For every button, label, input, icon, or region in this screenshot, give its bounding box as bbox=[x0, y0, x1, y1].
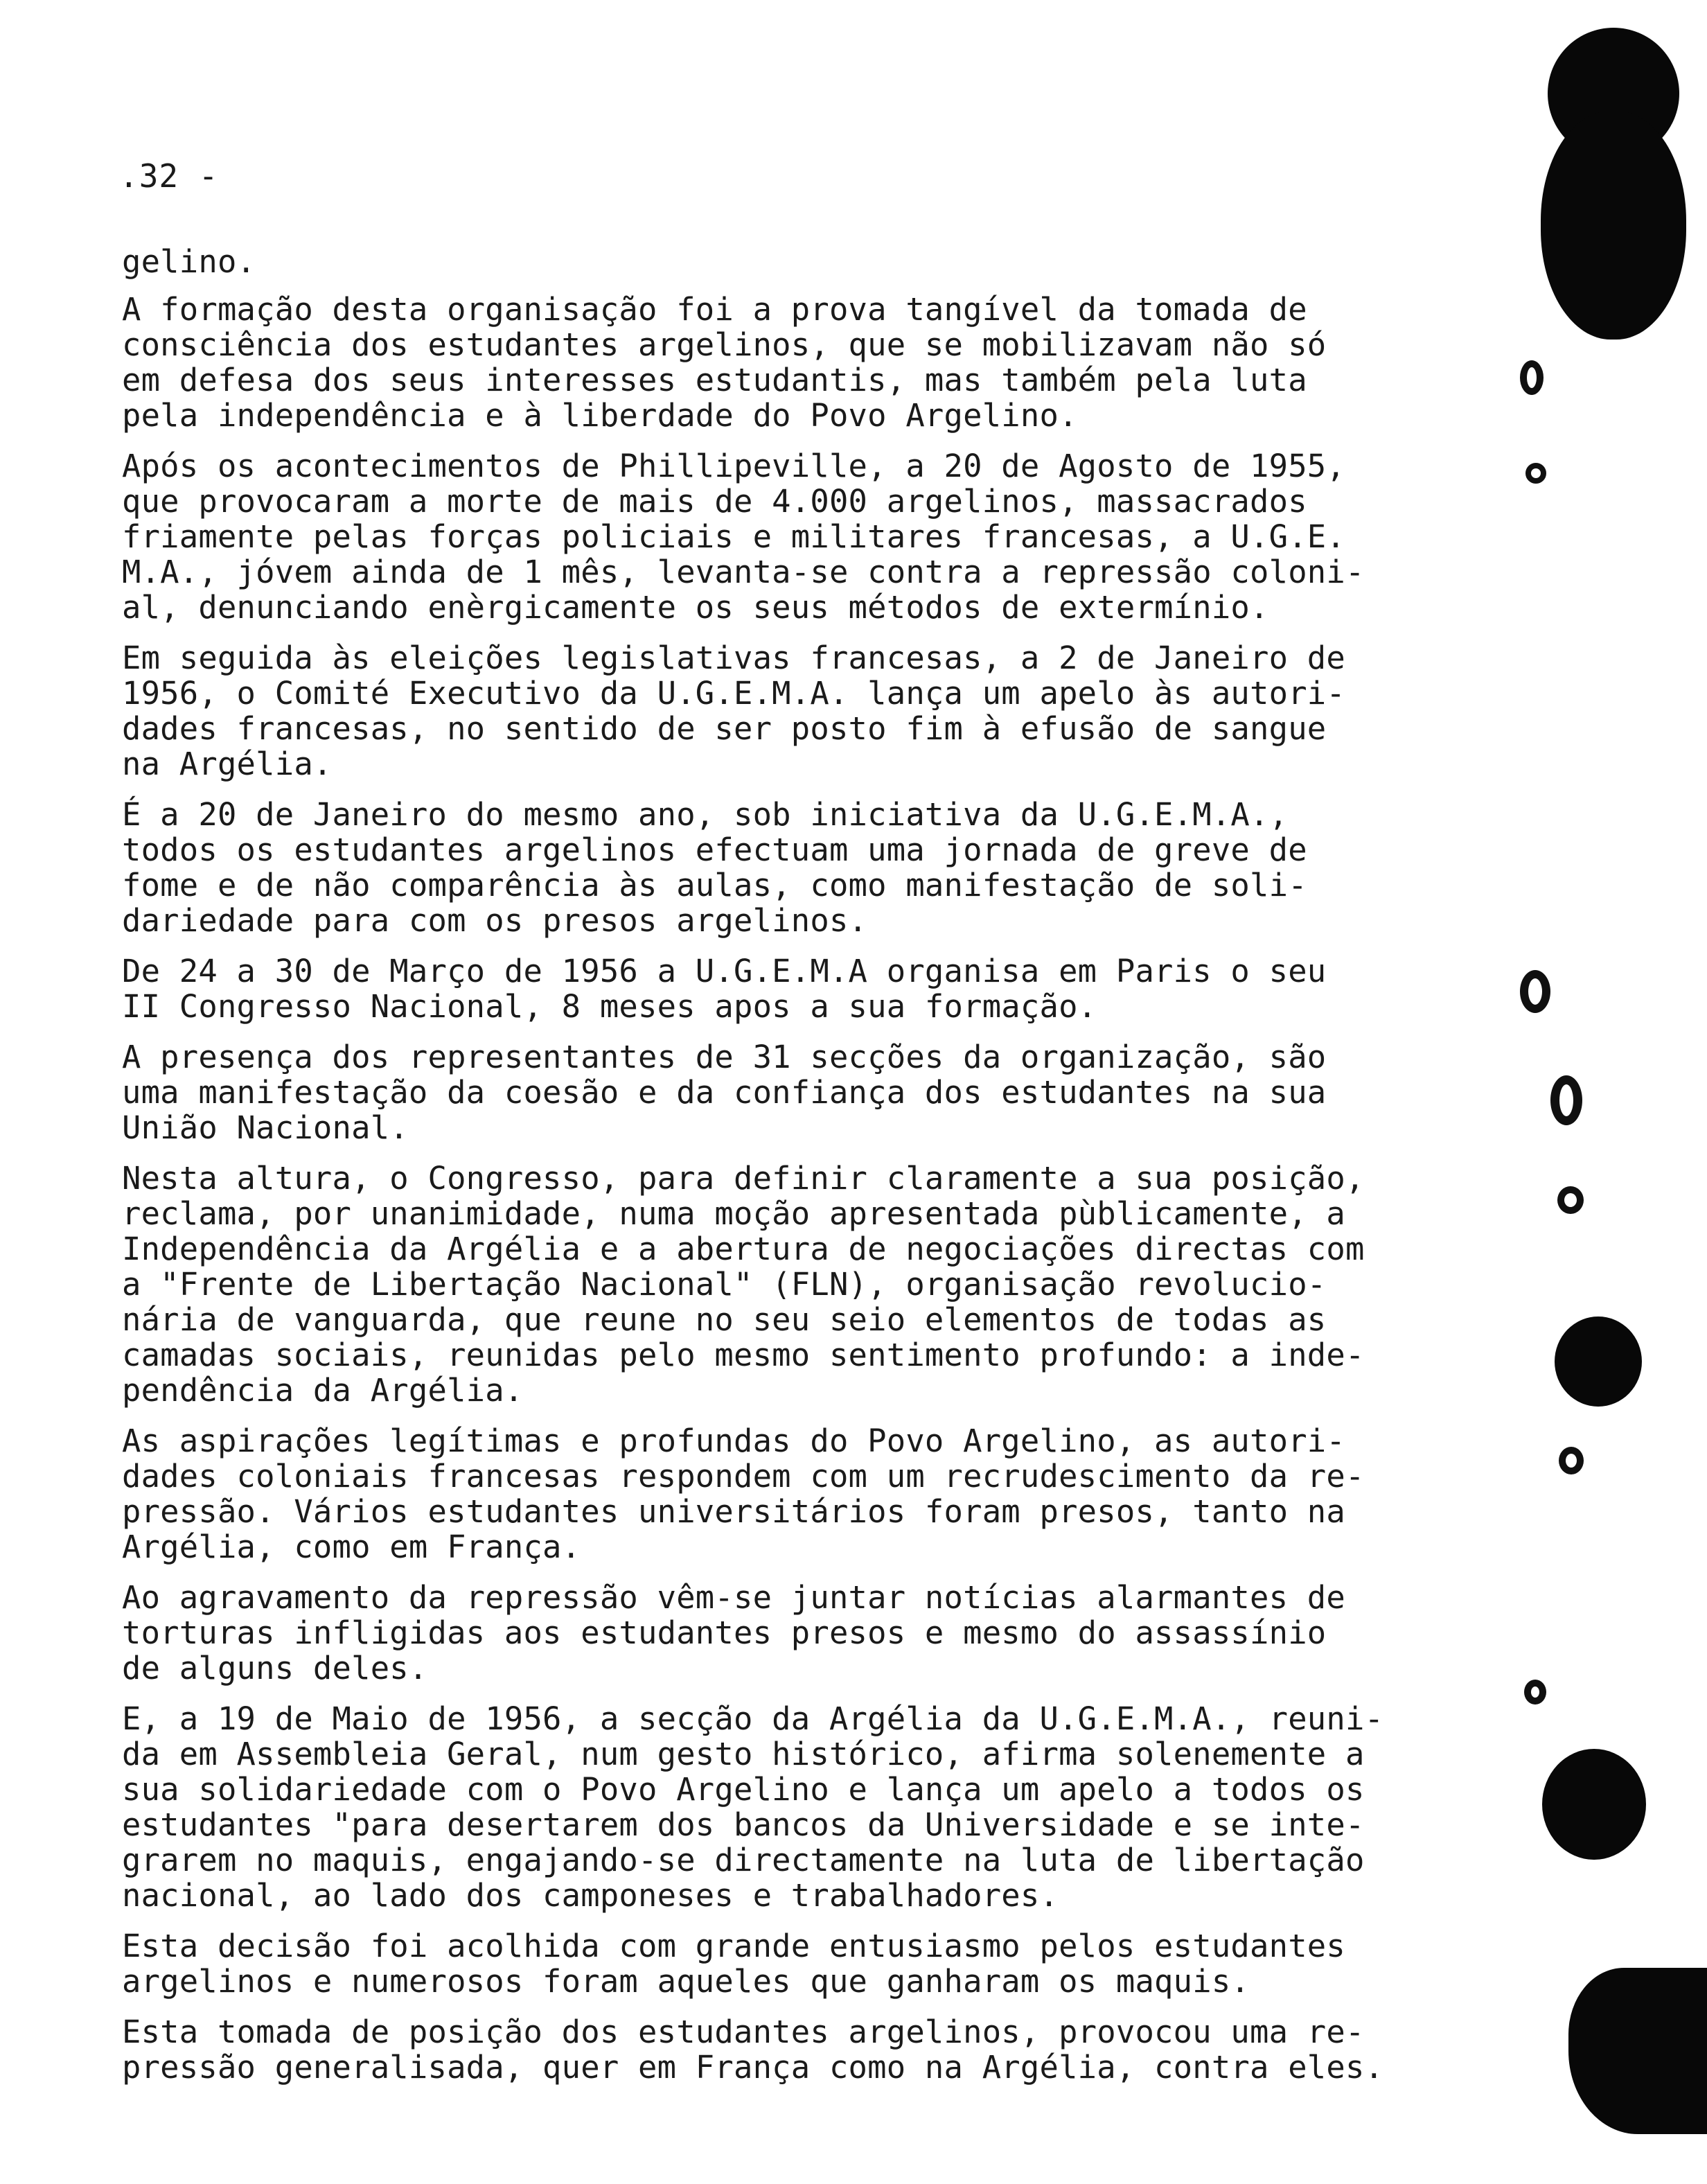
binder-hole bbox=[1559, 1447, 1584, 1474]
paragraph: Nesta altura, o Congresso, para definir claramente a sua posição, reclama, por unanimidade, numa moção apresentada pùblicamente, a Independência da Argélia e a abertura de negociações directas com a "Frente de Libertação Nacional" (FLN), organisação revolucio- nária de vanguarda, que reune no seu seio elementos de todas as camadas sociais, reunidas pelo mesmo sentimento profundo: a inde- pendência da Argélia. bbox=[122, 1160, 1365, 1409]
paragraph: É a 20 de Janeiro do mesmo ano, sob iniciativa da U.G.E.M.A., todos os estudantes argelinos efectuam uma jornada de greve de fome e de não comparência às aulas, como manifestação de soli- dariedade para com os presos argelinos. bbox=[122, 796, 1307, 939]
paragraph: A presença dos representantes de 31 secções da organização, são uma manifestação da coesão e da confiança dos estudantes na sua União Nacional. bbox=[122, 1039, 1327, 1146]
binder-hole bbox=[1525, 463, 1546, 484]
paragraph: Esta tomada de posição dos estudantes argelinos, provocou uma re- pressão generalisada, quer em França como na Argélia, contra eles. bbox=[122, 2014, 1384, 2086]
binder-hole bbox=[1524, 1680, 1546, 1705]
paragraph: Esta decisão foi acolhida com grande entusiasmo pelos estudantes argelinos e numerosos foram aqueles que ganharam os maquis. bbox=[122, 1928, 1345, 2000]
page-number: .32 - bbox=[119, 157, 219, 195]
paragraph: gelino. bbox=[122, 243, 256, 280]
paragraph: Ao agravamento da repressão vêm-se juntar notícias alarmantes de torturas infligidas aos estudantes presos e mesmo do assassínio de alguns deles. bbox=[122, 1579, 1345, 1687]
ink-blot bbox=[1555, 1316, 1642, 1407]
binder-hole bbox=[1520, 360, 1544, 395]
paragraph: Em seguida às eleições legislativas francesas, a 2 de Janeiro de 1956, o Comité Executivo da U.G.E.M.A. lança um apelo às autori- dades francesas, no sentido de ser posto fim à efusão de sangue na Argélia. bbox=[122, 640, 1345, 782]
ink-blot bbox=[1542, 1749, 1646, 1860]
paragraph: As aspirações legítimas e profundas do Povo Argelino, as autori- dades coloniais francesas respondem com um recrudescimento da re- pressão. Vários estudantes universitários foram presos, tanto na Argélia, como em França. bbox=[122, 1423, 1365, 1565]
paragraph: E, a 19 de Maio de 1956, a secção da Argélia da U.G.E.M.A., reuni- da em Assembleia Geral, num gesto histórico, afirma solenemente a sua solidariedade com o Povo Argelino e lança um apelo a todos os estudantes "para desertarem dos bancos da Universidade e se inte- grarem no maquis, engajando-se directamente na luta de libertação nacional, ao lado dos camponeses e trabalhadores. bbox=[122, 1700, 1384, 1914]
paragraph: Após os acontecimentos de Phillipeville, a 20 de Agosto de 1955, que provocaram a morte de mais de 4.000 argelinos, massacrados friamente pelas forças policiais e militares francesas, a U.G.E. M.A., jóvem ainda de 1 mês, levanta-se contra a repressão coloni- al, denunciando enèrgicamente os seus métodos de extermínio. bbox=[122, 448, 1365, 626]
binder-hole bbox=[1520, 970, 1550, 1013]
paragraph: De 24 a 30 de Março de 1956 a U.G.E.M.A organisa em Paris o seu II Congresso Nacional, 8 meses apos a sua formação. bbox=[122, 953, 1327, 1025]
binder-hole bbox=[1557, 1186, 1584, 1214]
ink-blot bbox=[1568, 1968, 1707, 2134]
binder-hole bbox=[1550, 1075, 1582, 1125]
paragraph: A formação desta organisação foi a prova tangível da tomada de consciência dos estudantes argelinos, que se mobilizavam não só em defesa dos seus interesses estudantis, mas também pela luta pela independência e à liberdade do Povo Argelino. bbox=[122, 291, 1327, 434]
body-text bbox=[122, 244, 1501, 2100]
ink-blot bbox=[1541, 111, 1686, 340]
binder-hole-marks bbox=[1527, 0, 1707, 2184]
